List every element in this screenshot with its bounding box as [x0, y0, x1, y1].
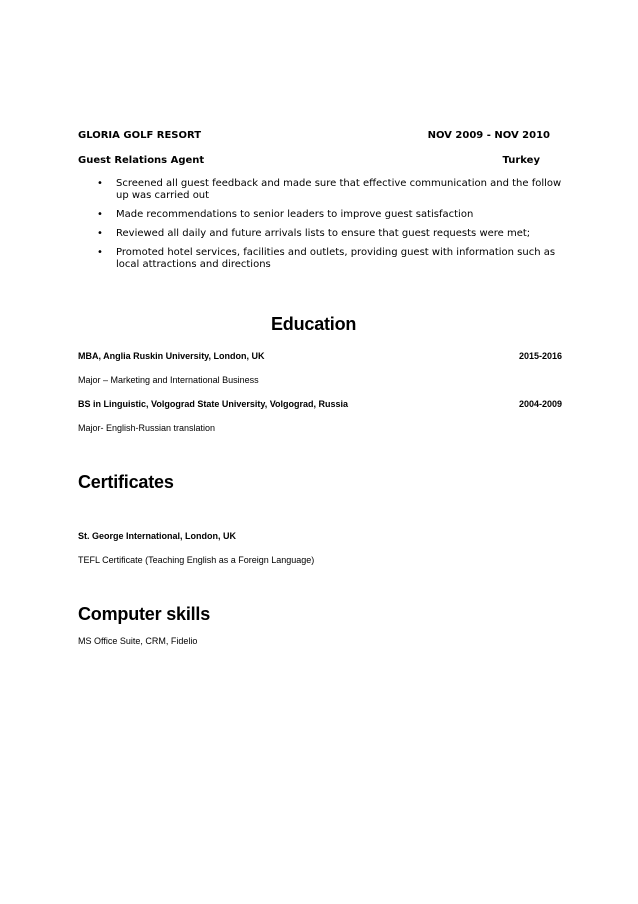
bullet-icon: •	[97, 178, 103, 189]
job-country: Turkey	[502, 155, 540, 166]
education-entry-2	[78, 399, 562, 409]
job-dates: NOV 2009 - NOV 2010	[427, 130, 550, 141]
job-role: Guest Relations Agent	[78, 155, 205, 166]
company-name: GLORIA GOLF RESORT	[78, 130, 202, 141]
certificate-institution: St. George International, London, UK	[78, 531, 237, 541]
computer-skills-detail: MS Office Suite, CRM, Fidelio	[78, 636, 198, 646]
degree-years: 2015-2016	[518, 351, 562, 361]
degree-detail: Major- English-Russian translation	[78, 423, 216, 433]
bullet-text: Made recommendations to senior leaders to improve guest satisfaction	[116, 209, 474, 220]
bullet-icon: •	[97, 228, 103, 239]
bullet-icon: •	[97, 209, 103, 220]
job-responsibilities	[78, 178, 568, 278]
certificate-detail: TEFL Certificate (Teaching English as a Foreign Language)	[78, 555, 315, 565]
list-item	[78, 247, 568, 271]
education-entry-1	[78, 351, 562, 361]
job-header	[78, 130, 550, 141]
degree-years: 2004-2009	[518, 399, 562, 409]
degree-name: MBA, Anglia Ruskin University, London, UK	[78, 351, 265, 361]
list-item	[78, 178, 568, 202]
bullet-text: Promoted hotel services, facilities and outlets, providing guest with information such as local attractions and directions	[116, 247, 556, 270]
certificates-heading: Certificates	[78, 472, 174, 492]
list-item	[78, 228, 568, 240]
bullet-text: Reviewed all daily and future arrivals lists to ensure that guest requests were met;	[116, 228, 531, 239]
computer-skills-heading: Computer skills	[78, 604, 211, 624]
list-item	[78, 209, 568, 221]
job-subheader	[78, 155, 540, 166]
degree-name: BS in Linguistic, Volgograd State University, Volgograd, Russia	[78, 399, 349, 409]
degree-detail: Major – Marketing and International Business	[78, 375, 259, 385]
bullet-text: Screened all guest feedback and made sure that effective communication and the follow up was carried out	[116, 178, 562, 201]
bullet-icon: •	[97, 247, 103, 258]
education-heading: Education	[271, 314, 357, 334]
